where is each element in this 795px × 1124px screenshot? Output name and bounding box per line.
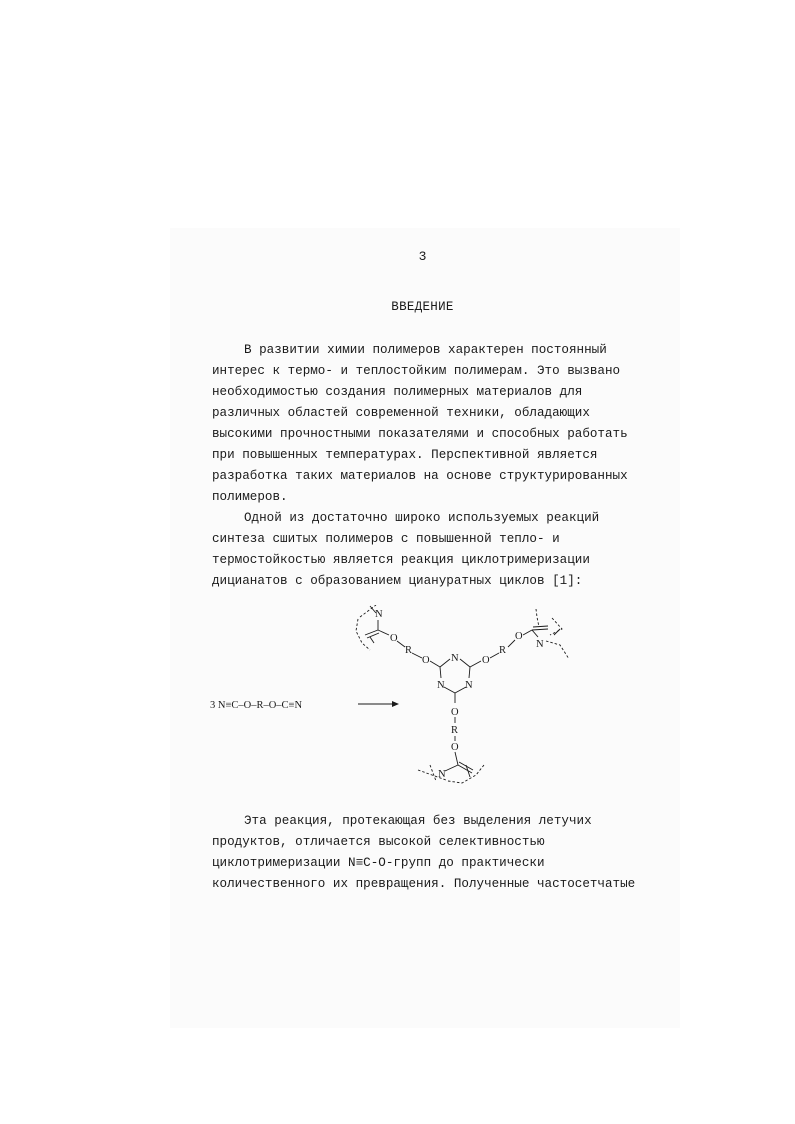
text-line: разработка таких материалов на основе структурированных <box>212 469 628 483</box>
ring-bond <box>440 659 450 667</box>
left-o-inner: O <box>422 655 430 666</box>
arm-bond <box>532 630 538 637</box>
right-o-outer: O <box>515 631 523 642</box>
arm-bond <box>508 640 515 647</box>
left-end-n: N <box>375 609 383 620</box>
ring-bond <box>444 687 455 693</box>
reactant-formula: 3 N≡C–O–R–O–C≡N <box>210 700 303 711</box>
left-arm <box>356 605 440 667</box>
ring-fragment-dash <box>360 605 376 617</box>
bottom-arm <box>418 693 484 783</box>
right-o-inner: O <box>482 655 490 666</box>
ring-bond <box>440 667 441 678</box>
section-heading: ВВЕДЕНИЕ <box>391 300 454 314</box>
text-line: высокими прочностными показателями и способных работать <box>212 427 628 441</box>
ring-fragment-dash <box>546 641 569 659</box>
text-line: интерес к термо- и теплостойким полимерам. Это вызвано <box>212 364 621 378</box>
arm-bond <box>523 630 532 635</box>
crossing-mark <box>554 629 560 635</box>
arm-bond <box>490 653 499 658</box>
right-r: R <box>499 645 507 656</box>
arm-bond <box>378 630 389 635</box>
ring-fragment-dash <box>430 765 436 781</box>
bottom-o-outer: O <box>451 742 459 753</box>
bottom-r: R <box>451 725 459 736</box>
text-line: количественного их превращения. Полученные частосетчатые <box>212 877 636 891</box>
arm-bond <box>470 661 481 667</box>
bottom-o-inner: O <box>451 707 459 718</box>
arm-bond <box>445 765 458 771</box>
text-line: дицианатов с образованием циануратных циклов [1]: <box>212 574 583 588</box>
text-line: продуктов, отличается высокой селективностью <box>212 835 545 849</box>
text-line: различных областей современной техники, обладающих <box>212 406 590 420</box>
bottom-end-n: N <box>438 769 446 780</box>
ring-n-right: N <box>465 680 473 691</box>
text-line: при повышенных температурах. Перспективной является <box>212 448 598 462</box>
text-line: циклотримеризации N≡C-O-групп до практически <box>212 856 545 870</box>
text-line: термостойкостью является реакция циклотримеризации <box>212 553 590 567</box>
reaction-scheme <box>200 605 640 805</box>
ring-bond <box>469 667 470 678</box>
text-line: Эта реакция, протекающая без выделения летучих <box>244 814 592 828</box>
arm-bond <box>532 629 548 630</box>
text-line: синтеза сшитых полимеров с повышенной тепло- и <box>212 532 560 546</box>
right-arm <box>470 609 569 667</box>
reaction-svg <box>200 605 640 805</box>
right-end-n: N <box>536 639 544 650</box>
page-number: 3 <box>418 249 427 264</box>
ring-n-left: N <box>437 680 445 691</box>
arm-bond <box>397 641 405 647</box>
text-line: Одной из достаточно широко используемых реакций <box>244 511 600 525</box>
arm-bond <box>455 752 458 765</box>
ring-fragment-dash <box>536 609 539 627</box>
text-line: В развитии химии полимеров характерен постоянный <box>244 343 607 357</box>
arm-bond <box>533 626 548 627</box>
left-o-outer: O <box>390 633 398 644</box>
ring-bond <box>460 659 470 667</box>
triazine-ring <box>437 653 473 693</box>
text-line: необходимостью создания полимерных материалов для <box>212 385 583 399</box>
ring-fragment-dash <box>448 765 484 783</box>
arm-bond <box>412 653 422 658</box>
text-line: полимеров. <box>212 490 288 504</box>
arm-bond <box>458 765 472 773</box>
ring-fragment-dash <box>356 619 370 650</box>
left-r: R <box>405 645 413 656</box>
ring-n-top: N <box>451 653 459 664</box>
reaction-arrow-head <box>392 701 399 707</box>
arm-bond <box>430 661 440 667</box>
crossing-mark <box>370 637 374 643</box>
